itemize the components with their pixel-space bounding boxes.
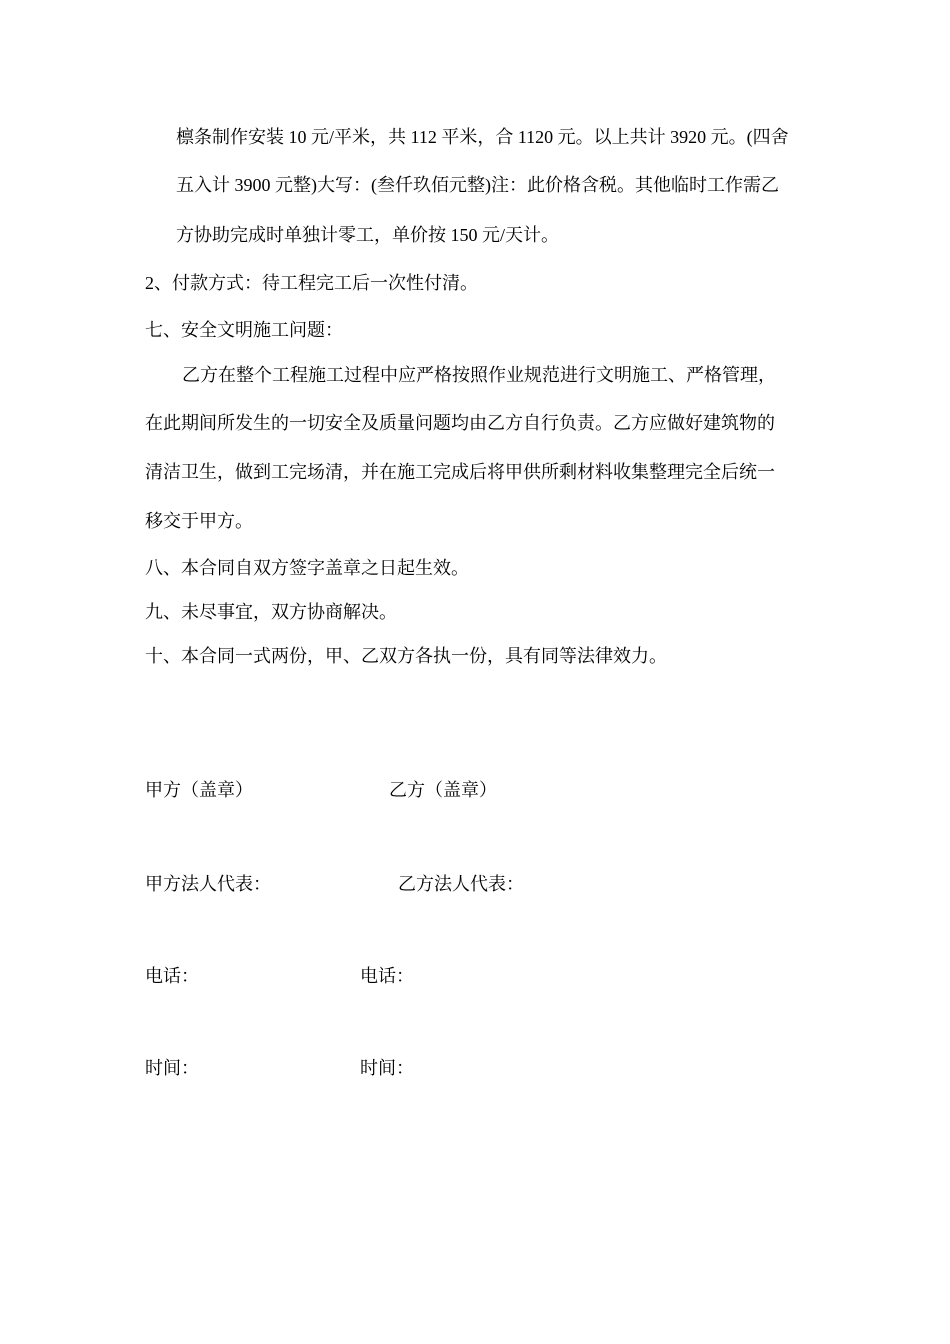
party-b-time-label: 时间：: [360, 1058, 414, 1078]
section-nine-clause: 九、未尽事宜，双方协商解决。: [145, 602, 397, 622]
party-b-seal-label: 乙方（盖章）: [389, 780, 497, 800]
section-ten-clause: 十、本合同一式两份，甲、乙双方各执一份，具有同等法律效力。: [145, 646, 667, 666]
price-detail-line-2: 五入计 3900 元整)大写：(叁仟玖佰元整)注：此价格含税。其他临时工作需乙: [176, 175, 779, 195]
price-detail-line-1: 檩条制作安装 10 元/平米，共 112 平米，合 1120 元。以上共计 3920 元。(四舍: [176, 127, 789, 147]
safety-paragraph-line-3: 清洁卫生，做到工完场清，并在施工完成后将甲供所剩材料收集整理完全后统一: [145, 462, 775, 482]
party-a-phone-label: 电话：: [145, 966, 199, 986]
safety-paragraph-line-4: 移交于甲方。: [145, 511, 253, 531]
party-b-phone-label: 电话：: [360, 966, 414, 986]
safety-paragraph-line-2: 在此期间所发生的一切安全及质量问题均由乙方自行负责。乙方应做好建筑物的: [145, 413, 775, 433]
payment-method-clause: 2、付款方式：待工程完工后一次性付清。: [145, 273, 478, 293]
section-seven-heading: 七、安全文明施工问题：: [145, 320, 343, 340]
party-a-seal-label: 甲方（盖章）: [145, 780, 253, 800]
safety-paragraph-line-1: 乙方在整个工程施工过程中应严格按照作业规范进行文明施工、严格管理，: [182, 365, 776, 385]
party-a-time-label: 时间：: [145, 1058, 199, 1078]
party-b-representative-label: 乙方法人代表：: [398, 874, 524, 894]
price-detail-line-3: 方协助完成时单独计零工，单价按 150 元/天计。: [176, 225, 559, 245]
party-a-representative-label: 甲方法人代表：: [145, 874, 271, 894]
section-eight-clause: 八、本合同自双方签字盖章之日起生效。: [145, 558, 469, 578]
